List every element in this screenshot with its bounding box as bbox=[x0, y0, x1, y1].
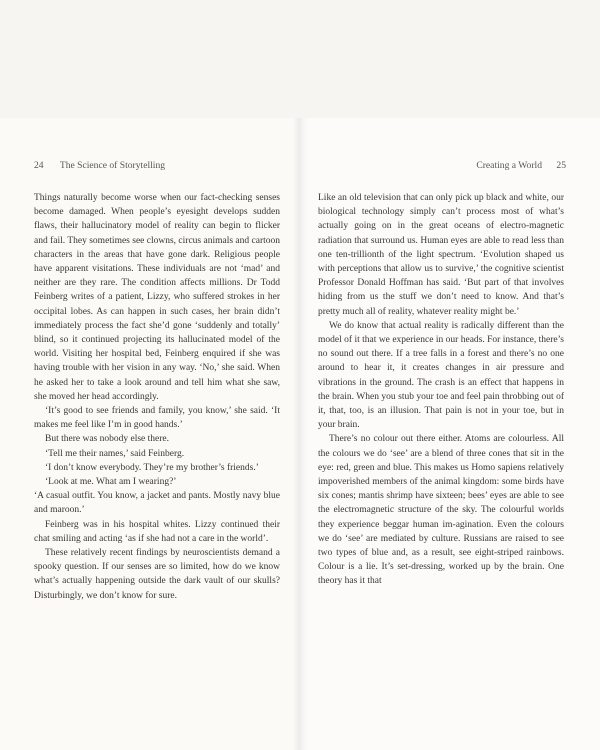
paragraph: ‘Tell me their names,’ said Feinberg. bbox=[45, 448, 185, 459]
left-running-title: The Science of Storytelling bbox=[59, 160, 166, 171]
paragraph: ‘A casual outfit. You know, a jacket and pants. Mostly navy blue and maroon.’ bbox=[34, 491, 280, 516]
paragraph: ‘Look at me. What am I wearing?’ bbox=[45, 477, 177, 488]
left-page-number: 24 bbox=[34, 160, 44, 171]
right-running-head bbox=[476, 160, 566, 171]
paragraph: Like an old television that can only pick up black and white, our biological technology simply can’t process most of what’s actually going on in the great oceans of electro-magnetic radiation that surround us. Human eyes are able to read less than one ten-trillionth of the light spectrum. ‘Evolution shaped us with perceptions that allow us to survive,’ the cognitive scientist Professor Donald Hoffman has said. ‘But part of that involves hiding from us the stuff we don’t need to know. And that’s pretty much all of reality, whatever reality might be.’ bbox=[318, 193, 564, 317]
paragraph: ‘I don’t know everybody. They’re my brother’s friends.’ bbox=[45, 462, 259, 473]
paragraph: Things naturally become worse when our fact-checking senses become damaged. When people’s eyesight develops sudden flaws, their hallucinatory model of reality can begin to flicker and fail. They sometimes see clowns, circus animals and cartoon characters in the areas that have gone dark. Religious people have apparent visitations. These individuals are not ‘mad’ and neither are they rare. The condition affects millions. Dr Todd Feinberg writes of a patient, Lizzy, who suffered strokes in her occipital lobes. As can happen in such cases, her brain didn’t immediately process the fact she’d gone ‘suddenly and totally’ blind, so it continued projecting its hallucinated model of the world. Visiting her hospital bed, Feinberg enquired if she was having trouble with her vision in any way. ‘No,’ she said. When he asked her to take a look around and tell him what she saw, she moved her head accordingly. bbox=[34, 193, 280, 402]
paragraph: But there was nobody else there. bbox=[45, 434, 169, 445]
paragraph: ‘It’s good to see friends and family, you know,’ she said. ‘It makes me feel like I’m in good hands.’ bbox=[34, 406, 280, 431]
book-gutter bbox=[292, 118, 308, 750]
right-running-title: Creating a World bbox=[476, 160, 542, 171]
left-body-text bbox=[34, 191, 280, 603]
right-page-number: 25 bbox=[556, 160, 566, 171]
left-running-head bbox=[34, 160, 165, 171]
paragraph: We do know that actual reality is radically different than the model of it that we experience in our heads. For instance, there’s no sound out there. If a tree falls in a forest and there’s no one around to hear it, it creates changes in air pressure and vibrations in the ground. The crash is an effect that happens in the brain. When you stub your toe and feel pain throbbing out of it, that, too, is an illusion. That pain is not in your toe, but in your brain. bbox=[318, 320, 564, 431]
paragraph: Feinberg was in his hospital whites. Lizzy continued their chat smiling and acting ‘as if she had not a care in the world’. bbox=[34, 519, 280, 544]
paragraph: These relatively recent findings by neuroscientists demand a spooky question. If our senses are so limited, how do we know what’s actually happening outside the dark vault of our skulls? Disturbingly, we don’t know for sure. bbox=[34, 548, 280, 601]
paragraph: There’s no colour out there either. Atoms are colourless. All the colours we do ‘see’ are a blend of three cones that sit in the eye: red, green and blue. This makes us Homo sapiens relatively impoverished members of the animal kingdom: some birds have six cones; mantis shrimp have sixteen; bees’ eyes are able to see the electromagnetic structure of the sky. The colourful worlds they experience beggar human im-agination. Even the colours we do ‘see’ are mediated by culture. Russians are raised to see two types of blue and, as a result, see eight-striped rainbows. Colour is a lie. It’s set-dressing, worked up by the brain. One theory has it that bbox=[318, 434, 564, 587]
right-body-text bbox=[318, 191, 564, 589]
